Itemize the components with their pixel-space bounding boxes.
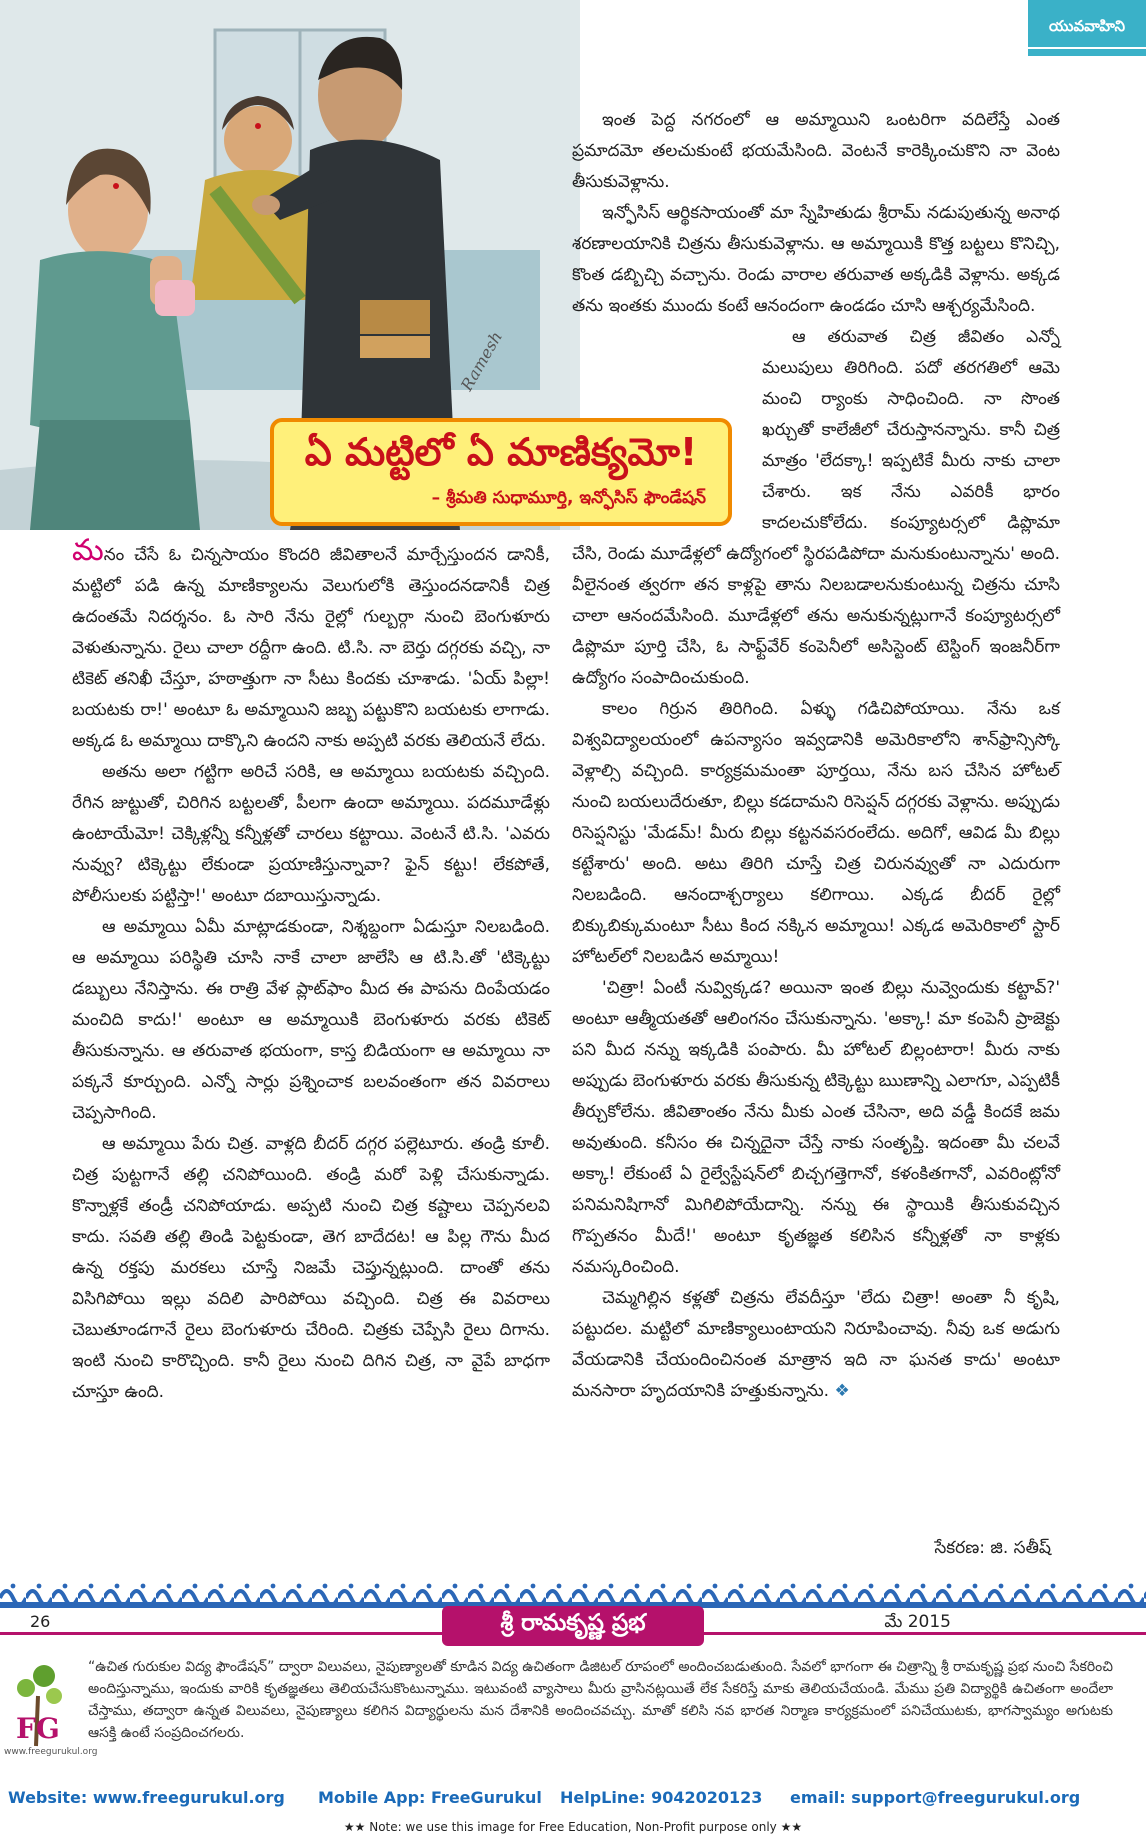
section-tag	[1028, 0, 1146, 56]
right-paragraph-4: కాలం గిర్రున తిరిగింది. ఏళ్ళు గడిచిపోయాయి. నేను ఒక విశ్వవిద్యాలయంలో ఉపన్యాసం ఇవ్వడానికి అమెరికాలోని శాన్‌ఫ్రాన్సిస్కో వెళ్లాల్సి వచ్చింది. కార్యక్రమమంతా పూర్తయి, నేను బస చేసిన హోటల్ నుంచి బయలుదేరుతూ, బిల్లు కడదామని రిసెప్షన్ దగ్గరకు వెళ్లాను. అప్పుడు రిసెప్షనిస్టు 'మేడమ్! మీరు బిల్లు కట్టనవసరంలేదు. అదిగో, ఆవిడ మీ బిల్లు కట్టేశారు' అంది. అటు తిరిగి చూస్తే చిత్ర చిరునవ్వుతో నా ఎదురుగా నిలబడింది. ఆనందాశ్చర్యాలు కలిగాయి. ఎక్కడ బీదర్ రైల్లో బిక్కుబిక్కుమంటూ సీటు కింద నక్కిన అమ్మాయి! ఎక్కడ అమెరికాలో స్టార్ హోటల్‌లో నిలబడిన అమ్మాయి!	[572, 699, 1060, 967]
older-woman-head	[224, 106, 292, 174]
article-title: ఏ మట్టిలో ఏ మాణిక్యమో!	[304, 430, 698, 474]
freegurukul-notice: “ఉచిత గురుకుల విద్య ఫౌండేషన్” ద్వారా విలువలు, నైపుణ్యాలతో కూడిన విద్య ఉచితంగా డిజిటల్ రూపంలో అందించబడుతుంది. సేవలో భాగంగా ఈ చిత్రాన్ని శ్రీ రామకృష్ణ ప్రభ నుంచి సేకరించి అందిస్తున్నాము, ఇందుకు వారికి కృతజ్ఞతలు తెలియచేసుకొంటున్నాము. ఇటువంటి వ్యాసాలు మీరు వ్రాసినట్లయితే లేక సేకరిస్తే మాకు తెలియచేయండి. మేము ప్రతి విద్యార్థికి ఉచితంగా అందేలా చేస్తాము, తద్వారా ఉన్నత విలువలు, నైపుణ్యాలు కలిగిన విద్యార్థులను మన దేశానికి అందించవచ్చు. మాతో కలిసి నవ భారత నిర్మాణ కార్యక్రమంలో పనిచేయుటకు, భాగస్వామ్యం అగుటకు ఆసక్తి ఉంటే సంప్రదించగలరు.	[88, 1659, 1113, 1741]
section-tag-label: యువవాహిని	[1049, 17, 1125, 35]
left-first-paragraph-text: నం చేసే ఓ చిన్నసాయం కొందరి జీవితాలనే మార్చేస్తుందన డానికీ, మట్టిలో పడి ఉన్న మాణిక్యాలను వెలుగులోకి తెస్తుందనడానికీ చిత్ర ఉదంతమే నిదర్శనం. ఓ సారి నేను రైల్లో గుల్బర్గా నుంచి బెంగుళూరు వెళుతున్నాను. రైలు చాలా రద్దీగా ఉంది. టి.సి. నా బెర్తు దగ్గరకు వచ్చి, నా టికెట్ తనిఖీ చేస్తూ, హఠాత్తుగా నా సీటు కిందకు చూశాడు. 'ఏయ్ పిల్లా! బయటకు రా!' అంటూ ఓ అమ్మాయిని జబ్బ పట్టుకొని బయటకు లాగాడు. అక్కడ ఓ అమ్మాయి దాక్కొని ఉందని నాకు అప్పటి వరకు తెలియనే లేదు.	[72, 545, 550, 751]
freegurukul-logo-text: FG	[16, 1712, 60, 1745]
artist-signature: Ramesh	[457, 328, 507, 394]
helpline-number[interactable]: HelpLine: 9042020123	[560, 1788, 763, 1807]
left-paragraph-2: అతను అలా గట్టిగా అరిచే సరికి, ఆ అమ్మాయి బయటకు వచ్చింది. రేగిన జుట్టుతో, చిరిగిన బట్టలతో, పీలగా ఉందా అమ్మాయి. పదమూడేళ్లు ఉంటాయేమో! చెక్కిళ్లన్నీ కన్నీళ్లతో చారలు కట్టాయి. వెంటనే టి.సి. 'ఎవరు నువ్వు? టిక్కెట్టు లేకుండా ప్రయాణిస్తున్నావా? ఫైన్ కట్టు! లేకపోతే, పోలీసులకు పట్టిస్తా!' అంటూ దబాయిస్తున్నాడు.	[72, 762, 550, 906]
website-link[interactable]: Website: www.freegurukul.org	[8, 1788, 285, 1807]
mobile-app-link[interactable]: Mobile App: FreeGurukul	[318, 1788, 542, 1807]
page-number: 26	[30, 1612, 51, 1631]
article-credit: సేకరణ: జి. సతీష్	[934, 1538, 1051, 1558]
left-paragraph-3: ఆ అమ్మాయి ఏమీ మాట్లాడకుండా, నిశ్శబ్దంగా ఏడుస్తూ నిలబడింది. ఆ అమ్మాయి పరిస్థితి చూసి నాకే చాలా జాలేసి ఆ టి.సి.తో 'టిక్కెట్టు డబ్బులు నేనిస్తాను. ఈ రాత్రి వేళ ప్లాట్‌ఫాం మీద ఈ పాపను దింపేయడం మంచిది కాదు!' అంటూ ఆ అమ్మాయికి బెంగుళూరు వరకు టికెట్ తీసుకున్నాను. ఆ తరువాత భయంగా, కాస్త బిడియంగా ఆ అమ్మాయి నా పక్కనే కూర్చుంది. ఎన్నో సార్లు ప్రశ్నించాక బలవంతంగా తన వివరాలు చెప్పసాగింది.	[72, 917, 550, 1123]
right-paragraph-6	[572, 1283, 1060, 1407]
freegurukul-logo	[6, 1656, 70, 1752]
email-link[interactable]: email: support@freegurukul.org	[790, 1788, 1081, 1807]
book-bundle	[360, 300, 430, 334]
drop-cap: మ	[72, 533, 104, 568]
end-mark-icon: ❖	[834, 1381, 850, 1401]
section-tag-underline	[1028, 47, 1146, 49]
right-paragraph-6-text: చెమ్మగిల్లిన కళ్లతో చిత్రను లేవదీస్తూ 'లేదు చిత్రా! అంతా నీ కృషి, పట్టుదల. మట్టిలో మాణిక్యాలుంటాయని నిరూపించావు. నీవు ఒక అడుగు వేయడానికి చేయందించినంత మాత్రాన ఇది నా ఘనత కాదు' అంటూ మనసారా హృదయానికి హత్తుకున్నాను.	[572, 1288, 1060, 1401]
disclaimer-note: ★★ Note: we use this image for Free Education, Non-Profit purpose only ★★	[343, 1820, 803, 1834]
right-paragraph-1: ఇంత పెద్ద నగరంలో ఆ అమ్మాయిని ఒంటరిగా వదిలేస్తే ఎంత ప్రమాదమో తలచుకుంటే భయమేసింది. వెంటనే కారెక్కించుకొని నా వెంట తీసుకువెళ్లాను.	[572, 110, 1060, 192]
right-column	[572, 105, 1060, 1407]
article-byline: – శ్రీమతి సుధామూర్తి, ఇన్ఫోసిస్ ఫౌండేషన్	[431, 488, 706, 508]
right-paragraph-2: ఇన్ఫోసిస్ ఆర్థికసాయంతో మా స్నేహితుడు శ్రీరామ్ నడుపుతున్న అనాథ శరణాలయానికి చిత్రను తీసుకువెళ్లాను. ఆ అమ్మాయికి కొత్త బట్టలు కొనిచ్చి, కొంత డబ్బిచ్చి వచ్చాను. రెండు వారాల తరువాత అక్కడికి వెళ్లాను. అక్కడ తను ఇంతకు ముందు కంటే ఆనందంగా ఉండడం చూసి ఆశ్చర్యమేసింది.	[572, 203, 1060, 316]
magazine-logo: శ్రీ రామకృష్ణ ప్రభ	[442, 1606, 704, 1646]
left-paragraph-4: ఆ అమ్మాయి పేరు చిత్ర. వాళ్లది బీదర్ దగ్గర పల్లెటూరు. తండ్రి కూలీ. చిత్ర పుట్టగానే తల్లి చనిపోయింది. తండ్రి మరో పెళ్లి చేసుకున్నాడు. కొన్నాళ్లకే తండ్రీ చనిపోయాడు. అప్పటి నుంచి చిత్ర కష్టాలు చెప్పనలవి కాదు. సవతి తల్లి తిండి పెట్టకుండా, తెగ బాదేదట! ఆ పిల్ల గౌను మీద ఉన్న రక్తపు మరకలు చూస్తే నిజమే చెప్తున్నట్లుంది. దాంతో తను విసిగిపోయి ఇల్లు వదిలి పారిపోయి వచ్చింది. చిత్ర ఈ వివరాలు చెబుతూండగానే రైలు బెంగుళూరు చేరింది. చిత్రకు చెప్పేసి రైలు దిగాను. ఇంటి నుంచి కారొచ్చింది. కానీ రైలు నుంచి దిగిన చిత్ర, నా వైపే బాధగా చూస్తూ ఉంది.	[72, 1134, 550, 1402]
freegurukul-logo-url: www.freegurukul.org	[4, 1747, 98, 1757]
left-paragraph-1	[72, 535, 550, 757]
right-paragraph-5: 'చిత్రా! ఏంటీ నువ్విక్కడ? అయినా ఇంత బిల్లు నువ్వెందుకు కట్టావ్?' అంటూ ఆత్మీయతతో ఆలింగనం చేసుకున్నాను. 'అక్కా! మా కంపెనీ ప్రాజెక్టు పని మీద నన్ను ఇక్కడికి పంపారు. మీ హోటల్ బిల్లంటారా! మీరు నాకు అప్పుడు బెంగుళూరు వరకు తీసుకున్న టిక్కెట్టు ఋణాన్ని ఎలాగూ, ఎప్పటికీ తీర్చుకోలేను. జీవితాంతం నేను మీకు ఎంత చేసినా, అది వడ్డీ కిందకే జమ అవుతుంది. కనీసం ఈ చిన్నదైనా చేస్తే నాకు సంతృప్తి. ఇదంతా మీ చలవే అక్కా! లేకుంటే ఏ రైల్వేస్టేషన్‌లో బిచ్చగత్తెగానో, కళంకితగానో, ఎవరింట్లోనో పనిమనిషిగానో మిగిలిపోయేదాన్ని. నన్ను ఈ స్థాయికి తీసుకువచ్చిన గొప్పతనం మీదే!' అంటూ కృతజ్ఞత కలిసిన కన్నీళ్లతో నా కాళ్లకు నమస్కరించింది.	[572, 978, 1060, 1277]
right-paragraph-3: ఆ తరువాత చిత్ర జీవితం ఎన్నో మలుపులు తిరిగింది. పదో తరగతిలో ఆమె మంచి ర్యాంకు సాధించింది. నా సొంత ఖర్చుతో కాలేజీలో చేరుస్తానన్నాను. కానీ చిత్ర మాత్రం 'లేదక్కా! ఇప్పటికే మీరు నాకు చాలా చేశారు. ఇక నేను ఎవరికీ భారం కాదలచుకోలేదు. కంప్యూటర్సలో డిప్లొమా చేసి, రెండు మూడేళ్లలో ఉద్యోగంలో స్థిరపడిపోదా మనుకుంటున్నాను' అంది. వీలైనంత త్వరగా తన కాళ్లపై తాను నిలబడాలనుకుంటున్న చిత్రను చూసి చాలా ఆనందమేసింది. మూడేళ్లలో తను అనుకున్నట్లుగానే కంప్యూటర్సలో డిప్లొమా పూర్తి చేసి, ఓ సాఫ్ట్‌వేర్ కంపెనీలో అసిస్టెంట్ టెస్టింగ్ ఇంజనీర్‌గా ఉద్యోగం సంపాదించుకుంది.	[572, 327, 1060, 688]
left-column	[72, 535, 550, 1408]
title-wrap-spacer	[572, 322, 762, 514]
issue-date: మే 2015	[884, 1612, 951, 1632]
